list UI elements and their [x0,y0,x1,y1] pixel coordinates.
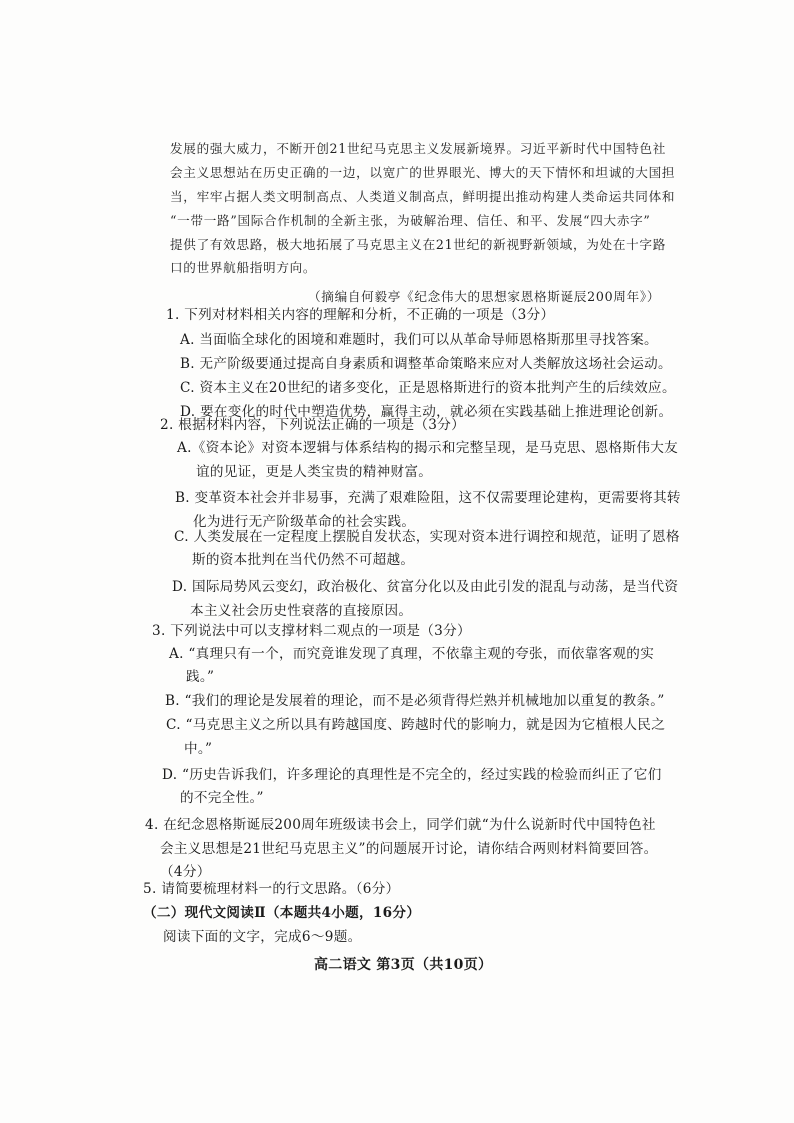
question-1-option-d: D. 要在变化的时代中塑造优势，赢得主动，就必须在实践基础上推进理论创新。 [180,404,673,420]
question-1-option-c: C. 资本主义在20世纪的诸多变化，正是恩格斯进行的资本批判产生的后续效应。 [180,380,676,396]
question-1-option-b: B. 无产阶级要通过提高自身素质和调整革命策略来应对人类解放这场社会运动。 [180,356,672,372]
question-3-option-c-line-1: C. “马克思主义之所以具有跨越国度、跨越时代的影响力，就是因为它植根人民之 [166,717,666,733]
question-2-option-a-line-1: A.《资本论》对资本逻辑与体系结构的揭示和完整呈现，是马克思、恩格斯伟大友 [177,440,679,456]
question-1-option-a: A. 当面临全球化的困境和难题时，我们可以从革命导师恩格斯那里寻找答案。 [180,332,658,348]
question-2-option-d-line-1: D. 国际局势风云变幻，政治极化、贫富分化以及由此引发的混乱与动荡，是当代资 [172,579,679,595]
question-1-stem: 1. 下列对材料相关内容的理解和分析，不正确的一项是（3分） [166,307,555,323]
passage-line-3: 当，牢牢占据人类文明制高点、人类道义制高点，鲜明提出推动构建人类命运共同体和 [170,189,676,204]
question-2-stem: 2. 根据材料内容，下列说法正确的一项是（3分） [160,417,466,433]
section-instruction: 阅读下面的文字，完成6～9题。 [163,929,362,945]
passage-line-6: 口的世界航船指明方向。 [170,260,317,275]
question-3-stem: 3. 下列说法中可以支撑材料二观点的一项是（3分） [152,623,471,639]
passage-line-2: 会主义思想站在历史正确的一边，以宽广的世界眼光、博大的天下情怀和坦诚的大国担 [170,165,676,180]
section-heading: （二）现代文阅读Ⅱ（本题共4小题，16分） [143,905,421,921]
passage-line-1: 发展的强大威力，不断开创21世纪马克思主义发展新境界。习近平新时代中国特色社 [170,141,666,156]
question-2-option-c-line-1: C. 人类发展在一定程度上摆脱自发状态，实现对资本进行调控和规范，证明了恩格 [174,529,680,545]
question-3-option-a-line-1: A. “真理只有一个，而究竟谁发现了真理，不依靠主观的夸张，而依靠客观的实 [169,646,655,662]
page-footer: 高二语文 第3页（共10页） [314,957,493,973]
question-3-option-b: B. “我们的理论是发展着的理论，而不是必须背得烂熟并机械地加以重复的教条。” [165,693,665,709]
question-3-option-d-line-2: 的不完全性。” [180,790,264,806]
question-3-option-c-line-2: 中。” [184,741,213,757]
question-2-option-c-line-2: 斯的资本批判在当代仍然不可超越。 [192,552,415,568]
passage-line-4: “一带一路”国际合作机制的全新主张，为破解治理、信任、和平、发展“四大赤字” [170,213,651,228]
question-5: 5. 请简要梳理材料一的行文思路。（6分） [143,881,400,897]
question-4-line-2: 会主义思想是21世纪马克思主义”的问题展开讨论，请你结合两则材料简要回答。 [160,841,658,857]
question-4-line-1: 4. 在纪念恩格斯诞辰200周年班级读书会上，同学们就“为什么说新时代中国特色社 [145,817,656,833]
question-2-option-d-line-2: 本主义社会历史性衰落的直接原因。 [190,603,413,619]
passage-source: （摘编自何毅亭《纪念伟大的思想家恩格斯诞辰200周年》） [308,289,661,304]
question-3-option-a-line-2: 践。” [186,669,215,685]
question-2-option-b-line-1: B. 变革资本社会并非易事，充满了艰难险阻，这不仅需要理论建构，更需要将其转 [175,490,681,506]
passage-line-5: 提供了有效思路，极大地拓展了马克思主义在21世纪的新视野新领域，为处在十字路 [170,237,666,252]
question-2-option-b-line-2: 化为进行无产阶级革命的社会实践。 [193,514,416,530]
question-3-option-d-line-1: D. “历史告诉我们，许多理论的真理性是不完全的，经过实践的检验而纠正了它们 [162,767,662,783]
question-2-option-a-line-2: 谊的见证，更是人类宝贵的精神财富。 [196,464,433,480]
question-4-line-3: （4分） [160,864,211,880]
